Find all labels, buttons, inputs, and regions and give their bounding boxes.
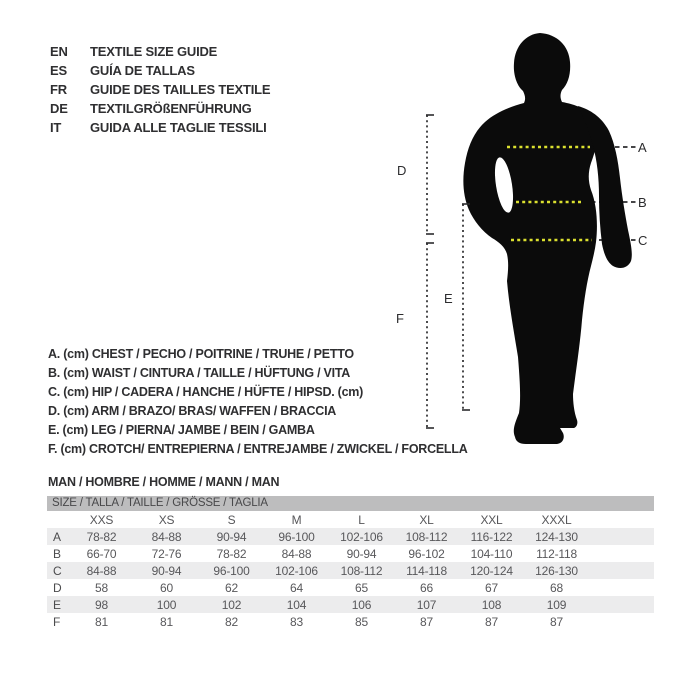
size-cell: 108-112 [340,563,383,578]
size-cell: 107 [416,597,437,612]
column-header: XS [158,512,175,527]
language-title: TEXTILE SIZE GUIDE [90,44,218,59]
size-cell: 90-94 [151,563,182,578]
language-title: TEXTILGRÖßENFÜHRUNG [90,101,252,116]
measure-label-chest: A [638,140,647,155]
row-label: A [53,529,62,544]
column-header: XXL [480,512,503,527]
measure-label-hip: C [638,233,648,248]
legend-line-hip: C. (cm) HIP / CADERA / HANCHE / HÜFTE / HIPSD. (cm) [48,385,364,399]
language-code: EN [50,44,68,59]
size-cell: 104 [286,597,307,612]
language-code: FR [50,82,67,97]
row-label: D [53,580,62,595]
size-cell: 84-88 [86,563,117,578]
size-cell: 83 [290,614,303,629]
size-cell: 102-106 [340,529,383,544]
measurement-legend [48,345,468,492]
size-column-header-row [47,511,654,528]
size-cell: 87 [420,614,433,629]
language-code: IT [50,120,62,135]
size-cell: 81 [160,614,173,629]
size-cell: 90-94 [216,529,247,544]
legend-line-crotch: F. (cm) CROTCH/ ENTREPIERNA / ENTREJAMBE / ZWICKEL / FORCELLA [48,442,468,456]
size-cell: 96-100 [278,529,315,544]
legend-line-leg: E. (cm) LEG / PIERNA/ JAMBE / BEIN / GAMBA [48,423,315,437]
size-cell: 124-130 [535,529,578,544]
row-label: E [53,597,62,612]
size-cell: 72-76 [151,546,182,561]
column-header: XXXL [541,512,572,527]
size-cell: 87 [550,614,563,629]
column-header: S [227,512,236,527]
legend-line-arm: D. (cm) ARM / BRAZO/ BRAS/ WAFFEN / BRACCIA [48,404,337,418]
size-cell: 84-88 [151,529,182,544]
language-title: GUIDA ALLE TAGLIE TESSILI [90,120,267,135]
language-title: GUÍA DE TALLAS [90,63,195,78]
size-cell: 96-100 [213,563,250,578]
size-cell: 114-118 [406,563,447,578]
measure-label-waist: B [638,195,647,210]
size-cell: 102 [221,597,242,612]
size-cell: 120-124 [470,563,513,578]
row-label: F [53,614,61,629]
size-cell: 96-102 [408,546,445,561]
legend-category-man: MAN / HOMBRE / HOMME / MANN / MAN [48,475,280,489]
legend-line-chest: A. (cm) CHEST / PECHO / POITRINE / TRUHE / PETTO [48,347,354,361]
measure-label-crotch: F [396,311,404,326]
language-code: DE [50,101,68,116]
size-table-row [47,579,654,596]
size-cell: 66-70 [86,546,117,561]
size-cell: 81 [95,614,108,629]
size-table-row [47,562,654,579]
size-cell: 66 [420,580,433,595]
size-cell: 102-106 [275,563,318,578]
language-title: GUIDE DES TAILLES TEXTILE [90,82,271,97]
size-cell: 84-88 [281,546,312,561]
size-cell: 82 [225,614,238,629]
size-table-row [47,613,654,630]
size-cell: 106 [351,597,372,612]
row-label: C [53,563,62,578]
measure-label-arm: D [397,163,407,178]
size-cell: 60 [160,580,173,595]
size-table [47,496,654,630]
man-body-shape [463,33,598,444]
size-table-row [47,545,654,562]
size-cell: 116-122 [470,529,513,544]
column-header: M [291,512,302,527]
size-cell: 64 [290,580,303,595]
size-cell: 78-82 [216,546,247,561]
size-cell: 78-82 [86,529,117,544]
size-table-row [47,596,654,613]
legend-line-waist: B. (cm) WAIST / CINTURA / TAILLE / HÜFTUNG / VITA [48,366,351,380]
size-cell: 65 [355,580,368,595]
size-table-title: SIZE / TALLA / TAILLE / GRÖSSE / TAGLIA [47,496,654,511]
size-cell: 62 [225,580,238,595]
size-cell: 98 [95,597,108,612]
arm-measure-line [426,115,434,234]
size-cell: 87 [485,614,498,629]
measure-label-leg: E [444,291,453,306]
size-cell: 100 [156,597,177,612]
size-cell: 58 [95,580,108,595]
size-cell: 108-112 [405,529,448,544]
size-cell: 112-118 [536,546,577,561]
size-cell: 85 [355,614,368,629]
language-code: ES [50,63,67,78]
size-cell: 90-94 [346,546,377,561]
column-header: XL [419,512,434,527]
size-cell: 67 [485,580,498,595]
size-cell: 68 [550,580,563,595]
column-header: XXS [89,512,114,527]
size-table-grid [47,511,654,630]
size-cell: 109 [546,597,567,612]
column-header: L [358,512,365,527]
size-cell: 108 [481,597,502,612]
size-cell: 126-130 [535,563,578,578]
row-label: B [53,546,62,561]
size-table-row [47,528,654,545]
size-cell: 104-110 [470,546,513,561]
